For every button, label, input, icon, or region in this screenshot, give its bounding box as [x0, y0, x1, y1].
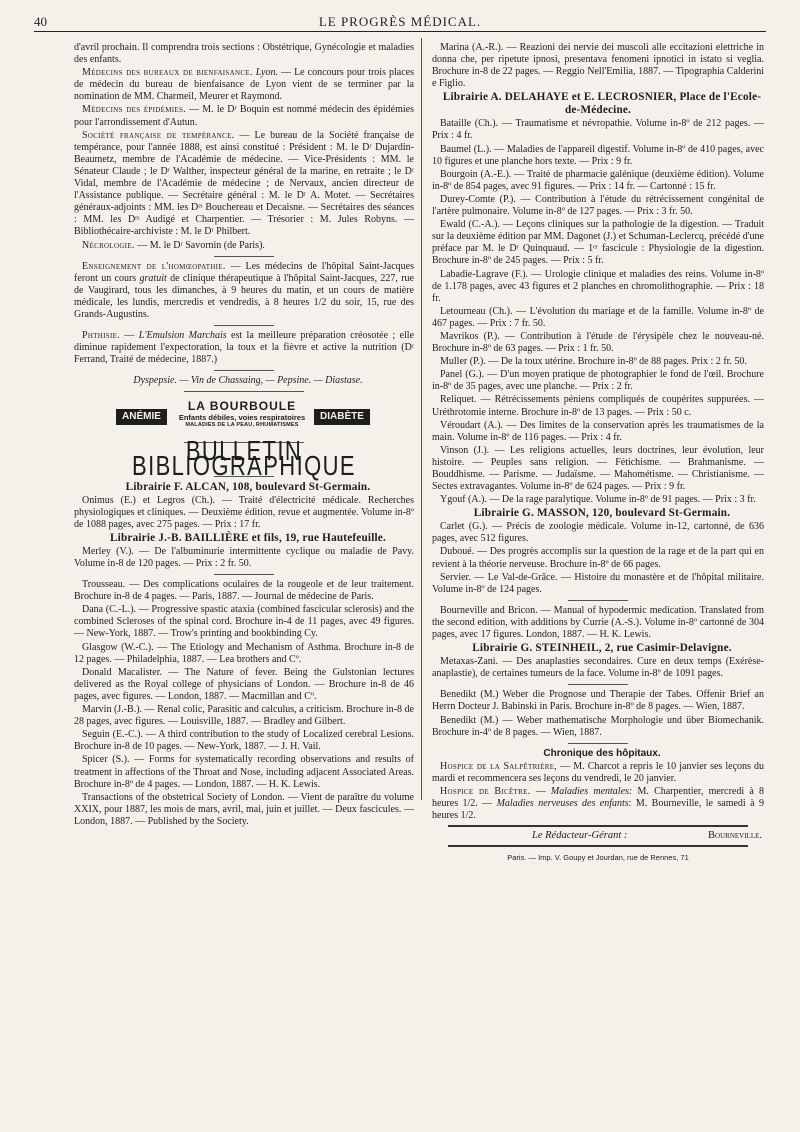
- bib-entry: Seguin (E.-C.). — A third contribution to the study of Localized cerebral Lesions. Brochure in-8 de 10 pages. — New-York, 1887. — J. H. Vail.: [74, 729, 414, 753]
- news-body: — M. le Dʳ Boquin est nommé médecin des épidémies pour l'arrondissement d'Autun.: [74, 104, 414, 128]
- bib-entry: Labadie-Lagrave (F.). — Urologie clinique et maladies des reins. Volume in-8º de 1.178 pages, avec 43 figures et 2 planches en chromolithographie. — Prix : 18 fr.: [432, 268, 764, 304]
- advert-dyspepsie: Dyspepsie. — Vin de Chassaing, — Pepsine. — Diastase.: [133, 375, 363, 387]
- advert-phthisie: [74, 330, 414, 366]
- section-separator: [568, 600, 628, 601]
- bib-entry: Duboué. — Des progrès accomplis sur la question de la rage et de la part qui en revient à la théorie nerveuse. Brochure in-8º de 66 pages.: [432, 546, 764, 570]
- bib-entry: Bourgoin (A.-E.). — Traité de pharmacie galénique (deuxième édition). Volume in-8º de 854 pages, avec 91 figures. — Prix : 14 fr. — Cartonné : 15 fr.: [432, 168, 764, 192]
- section-separator: [184, 391, 304, 392]
- bib-entry: Ygouf (A.). — De la rage paralytique. Volume in-8º de 91 pages. — Prix : 3 fr.: [440, 494, 756, 506]
- news-body: — Les médecins de l'hôpital Saint-Jacques feront un cours: [74, 260, 415, 284]
- page-number: 40: [34, 14, 47, 29]
- signature-rule: [448, 845, 748, 847]
- bib-entry: Mavrikos (P.). — Contribution à l'étude de l'érysipèle chez le nouveau-né. Brochure in-8º de 63 pages. — Prix : 1 fr. 50.: [432, 330, 764, 355]
- course-title: Maladies mentales:: [550, 785, 633, 797]
- news-body: — M. Charcot a repris le 10 janvier ses leçons du mardi et recommencera ses leçons du vendredi, le 20 janvier.: [432, 760, 765, 784]
- signature-label: Le Rédacteur-Gérant :: [532, 830, 628, 842]
- news-body: M. Charpentier, mercredi à 8 heures 1/2. —: [432, 785, 764, 810]
- section-separator: [214, 325, 274, 326]
- chronique-heading: Chronique des hôpitaux.: [543, 747, 661, 759]
- bib-entry: Merley (V.). — De l'albuminurie intermittente cyclique ou maladie de Pavy. Volume in-8 de 120 pages. — Prix : 2 fr. 50.: [74, 545, 414, 569]
- news-necrologie: [74, 240, 414, 252]
- bib-entry: Durey-Comte (P.). — Contribution à l'étude du rétrécissement congénital de l'artère pulmonaire. Volume in-8º de 127 pages. — Prix : 3 fr. 50.: [432, 193, 764, 218]
- bib-entry: Ewald (C.-A.). — Leçons cliniques sur la pathologie de la digestion. — Traduit sur la deuxième édition par MM. Dagonet (J.) et Schuman-Leclercq, précédé d'une préface par M. le Dʳ Quinquaud. — 1ᵉʳ fascicule : Physiologie de la digestion. Brochure in-8º de 245 pages. — Prix : 5 fr.: [432, 219, 764, 267]
- editor-signature: [432, 830, 764, 842]
- bib-entry: Onimus (E.) et Legros (Ch.). — Traité d'électricité médicale. Recherches physiologiques et cliniques. — Deuxième édition, revue et augmentée. Volume in-8º de 1088 pages, avec 275 pages. — Prix : 17 fr.: [74, 494, 414, 530]
- bib-entry: Donald Macalister. — The Nature of fever. Being the Gulstonian lectures delivered as the Royal college of physicians of London. — Brochure in-8 de 46 pages, avec figures. — London, 1887. — Macmillan and Cº.: [74, 666, 414, 702]
- bib-entry: Reliquet. — Rétrécissements péniens compliqués de coupérites suppurées. — Uréthrotomie interne. Brochure in-8º de 13 pages. — Prix : 50 c.: [432, 394, 764, 418]
- header-rule: [34, 31, 766, 32]
- publisher-heading-steinheil: Librairie G. STEINHEIL, 2, rue Casimir-Delavigne.: [472, 642, 732, 655]
- advert-body: est la meilleure préparation créosotée ; elle diminue rapidement l'expectoration, la toux et la fièvre et active la nutrition (Dʳ Ferrand, Traité de médecine, 1887.): [74, 330, 415, 366]
- bib-entry: Servier. — Le Val-de-Grâce. — Histoire du monastère et de l'hôpital militaire. Volume in-8º de 124 pages.: [432, 571, 764, 595]
- bib-entry: Marina (A.-R.). — Reazioni dei nervie dei muscoli alle eccitazioni elettriche in donna che, per ripetute ipnosi, presentava fenomeni ipnotici in istato si veglia. Brochure in-8 de 22 pages. — Reggio Nell'Emilia, 1887. — Tipographia Calderini e Figlio.: [432, 42, 764, 90]
- bib-entry: Baumel (L.). — Maladies de l'appareil digestif. Volume in-8º de 410 pages, avec 10 figures et une planche hors texte. — Prix : 9 fr.: [432, 143, 764, 167]
- chronique-salpetriere: [432, 761, 764, 785]
- anemie-tag: ANÉMIE: [116, 409, 167, 425]
- city-name: Lyon.: [255, 67, 278, 79]
- course-title: Maladies nerveuses des enfants: [496, 798, 629, 810]
- ad-brand: LA BOURBOULE: [187, 399, 297, 414]
- bib-entry: Glasgow (W.-C.). — The Etiology and Mechanism of Asthma. Brochure in-8 de 12 pages. — Philadelphia, 1887. — Lea brothers and Cº.: [74, 641, 414, 665]
- news-homoeopathie: [74, 261, 414, 321]
- product-name: L'Emulsion Marchais: [138, 330, 227, 342]
- publisher-heading-alcan: Librairie F. ALCAN, 108, boulevard St-Germain.: [125, 480, 371, 493]
- bib-entry: Transactions of the obstetrical Society of London. — Vient de paraître du volume XXIX, pour 1887, les mois de mars, avril, mai, juin et juillet. — Deux fascicules. — London, 1887. — Published by the Society.: [74, 791, 414, 827]
- news-lead: Médecins des épidémies.: [82, 104, 186, 116]
- journal-title: LE PROGRÈS MÉDICAL.: [318, 14, 482, 29]
- bib-entry: Muller (P.). — De la toux utérine. Brochure in-8º de 88 pages. Prix : 2 fr. 50.: [440, 356, 747, 368]
- signature-name: Bourneville.: [708, 830, 762, 842]
- bib-entry: Carlet (G.). — Précis de zoologie médicale. Volume in-12, cartonné, de 636 pages, avec 512 figures.: [432, 521, 764, 545]
- news-body: de clinique thérapeutique à l'hôpital Saint-Jacques, 227, rue de Vaugirard, tous les dimanches, à 9 heures du matin, et un cours de matière médicale, les lundis, mercredis et vendredis, à 8 heures 1/2 du soir, 15, rue des Grands-Augustins.: [74, 272, 414, 320]
- publisher-heading-delahaye: Librairie A. DELAHAYE et E. LECROSNIER, Place de l'Ecole-de-Médecine.: [442, 91, 762, 117]
- bib-entry: Benedikt (M.) — Weber mathematische Morphologie und über Biomechanik. Brochure in-4º de 8 pages. — Wien, 1887.: [432, 714, 764, 738]
- emphasis-gratuit: gratuit: [139, 272, 167, 284]
- news-lead: Phthisie.: [82, 330, 120, 342]
- bib-entry: Vinson (J.). — Les religions actuelles, leurs doctrines, leur évolution, leur histoire. — Peuples sans religion. — Fétichisme. — Brahmanisme. — Bouddhisme. — Parisme. — Judaïsme. — Mahométisme. — Christianisme. — Sectes extravagantes. Volume in-8º de 624 pages. — Prix : 9 fr.: [432, 444, 764, 493]
- bib-entry: Bataille (Ch.). — Traumatisme et névropathie. Volume in-8º de 212 pages. — Prix : 4 fr.: [432, 118, 764, 142]
- bib-entry: Véroudart (A.). — Des limites de la conservation après les traumatismes de la main. Volume in-8º de 116 pages. — Prix : 4 fr.: [432, 419, 764, 443]
- bib-entry: Metaxas-Zani. — Des anaplasties secondaires. Cure en deux temps (Exérèse-anaplastie), de certaines tumeurs de la face. Volume in-8º de 1091 pages.: [432, 656, 764, 680]
- news-lead: Médecins des bureaux de bienfaisance.: [82, 67, 253, 79]
- section-separator: [214, 370, 274, 371]
- bib-entry: Bourneville and Bricon. — Manual of hypodermic medication. Translated from the second edition, with additions by Currie (A.-S.). Volume in-8º cartonné de 304 pages, avec 17 figures. London, 1887. — H. K. Lewis.: [432, 604, 764, 641]
- section-separator: [214, 574, 274, 575]
- ad-center: [170, 400, 314, 429]
- news-lead: Hospice de la Salpêtrière,: [440, 760, 558, 772]
- news-body: — Le concours pour trois places de médecin du bureau de bienfaisance de Lyon vient de se terminer par la nomination de MM. Charmeil, Meurer et Raymond.: [74, 67, 415, 103]
- ad-line-2: MALADIES DE LA PEAU, RHUMATISMES: [185, 422, 299, 429]
- left-column: [74, 42, 414, 829]
- signature-rule: [448, 825, 748, 827]
- news-lead: Hospice de Bicêtre.: [440, 785, 531, 797]
- news-body: — Le bureau de la Société française de tempérance, pour l'année 1888, est ainsi constitué : Président : M. le Dʳ Dujardin-Beaumetz, membre de l'Académie de médecine. — Vice-Présidents : MM. le Sénateur Claude ; le Dʳ Walther, inspecteur général de la marine, en retraite ; le Dʳ Vidal, membre de l'Académie de médecine ; de Nervaux, ancien directeur de l'Assistance publique. — Secrétaire général : M. le Dʳ A. Motet. — Secrétaires généraux-adjoints : MM. les Dʳˢ Bouchereau et Decaisne. — Secrétaires des séances : MM. les Dʳˢ Audigé et Charpentier. — Trésorier : M. Jules Robyns. — Bibliothécaire-archiviste : M. le Dʳ Philbert.: [74, 129, 414, 238]
- dash: —: [535, 785, 546, 797]
- news-lead: Société française de tempérance.: [82, 129, 235, 141]
- section-separator: [568, 684, 628, 685]
- dash: —: [124, 330, 135, 342]
- news-bureaux-bienfaisance: [74, 67, 414, 103]
- paragraph-obstetrique: d'avril prochain. Il comprendra trois sections : Obstétrique, Gynécologie et maladies des enfants.: [74, 42, 414, 66]
- news-body: : M. Bourneville, le samedi à 9 heures 1/2.: [432, 798, 764, 822]
- bib-entry: Benedikt (M.) Weber die Prognose und Therapie der Tabes. Offenir Brief an Herrn Docteur J. Babinski in Paris. Brochure in-8º de 8 pages. — Wien, 1887.: [432, 689, 764, 713]
- section-separator: [568, 743, 628, 744]
- right-column: [432, 42, 764, 864]
- news-lead: Enseignement de l'homœopathie.: [82, 260, 226, 272]
- news-body: — M. le Dʳ Savornin (de Paris).: [137, 239, 265, 251]
- publisher-heading-bailliere: Librairie J.-B. BAILLIÈRE et fils, 19, rue Hautefeuille.: [110, 531, 386, 544]
- chronique-bicetre: [432, 786, 764, 822]
- news-lead: Nécrologie.: [82, 239, 135, 251]
- column-divider: [421, 38, 422, 800]
- bib-entry: Spicer (S.). — Forms for systematically recording observations and results of treatment in affections of the Throat and Nose, including adjacent Associated Areas. Brochure in-8º de 4 pages. — London, 1887. — H. K. Lewis.: [74, 754, 414, 790]
- diabete-tag: DIABÈTE: [314, 409, 370, 425]
- la-bourboule-advert: [74, 396, 414, 438]
- bib-entry: Dana (C.-L.). — Progressive spastic ataxia (combined fascicular sclerosis) and the combined Scleroses of the spinal cord. Brochure in-4 de 11 pages, avec 49 figures. — New-York, 1887. — Trow's printing and bookbinding Cy.: [74, 604, 414, 640]
- bib-entry: Panel (G.). — D'un moyen pratique de photographier le fond de l'œil. Brochure in-8º de 35 pages, avec une planche. — Prix : 2 fr.: [432, 369, 764, 393]
- news-epidemies: [74, 104, 414, 128]
- bib-entry: Marvin (J.-B.). — Renal colic, Parasitic and calculus, a criticism. Brochure in-8 de 28 pages, avec figures. — Louisville, 1887. — Bradley and Gilbert.: [74, 704, 414, 728]
- printer-line: Paris. — Imp. V. Goupy et Jourdan, rue de Rennes, 71: [507, 853, 689, 863]
- ad-line-1: Enfants débiles, voies respiratoires: [178, 413, 306, 423]
- bulletin-title: BULLETIN BIBLIOGRAPHIQUE: [132, 435, 356, 483]
- bib-entry: Trousseau. — Des complications oculaires de la rougeole et de leur traitement. Brochure in-8 de 4 pages. — Paris, 1887. — Journal de médecine de Paris.: [74, 579, 414, 603]
- publisher-heading-masson: Librairie G. MASSON, 120, boulevard St-Germain.: [473, 507, 731, 520]
- news-temperance: [74, 130, 414, 239]
- bib-entry: Letourneau (Ch.). — L'évolution du mariage et de la famille. Volume in-8º de 467 pages. — Prix : 7 fr. 50.: [432, 305, 764, 329]
- section-separator: [214, 256, 274, 257]
